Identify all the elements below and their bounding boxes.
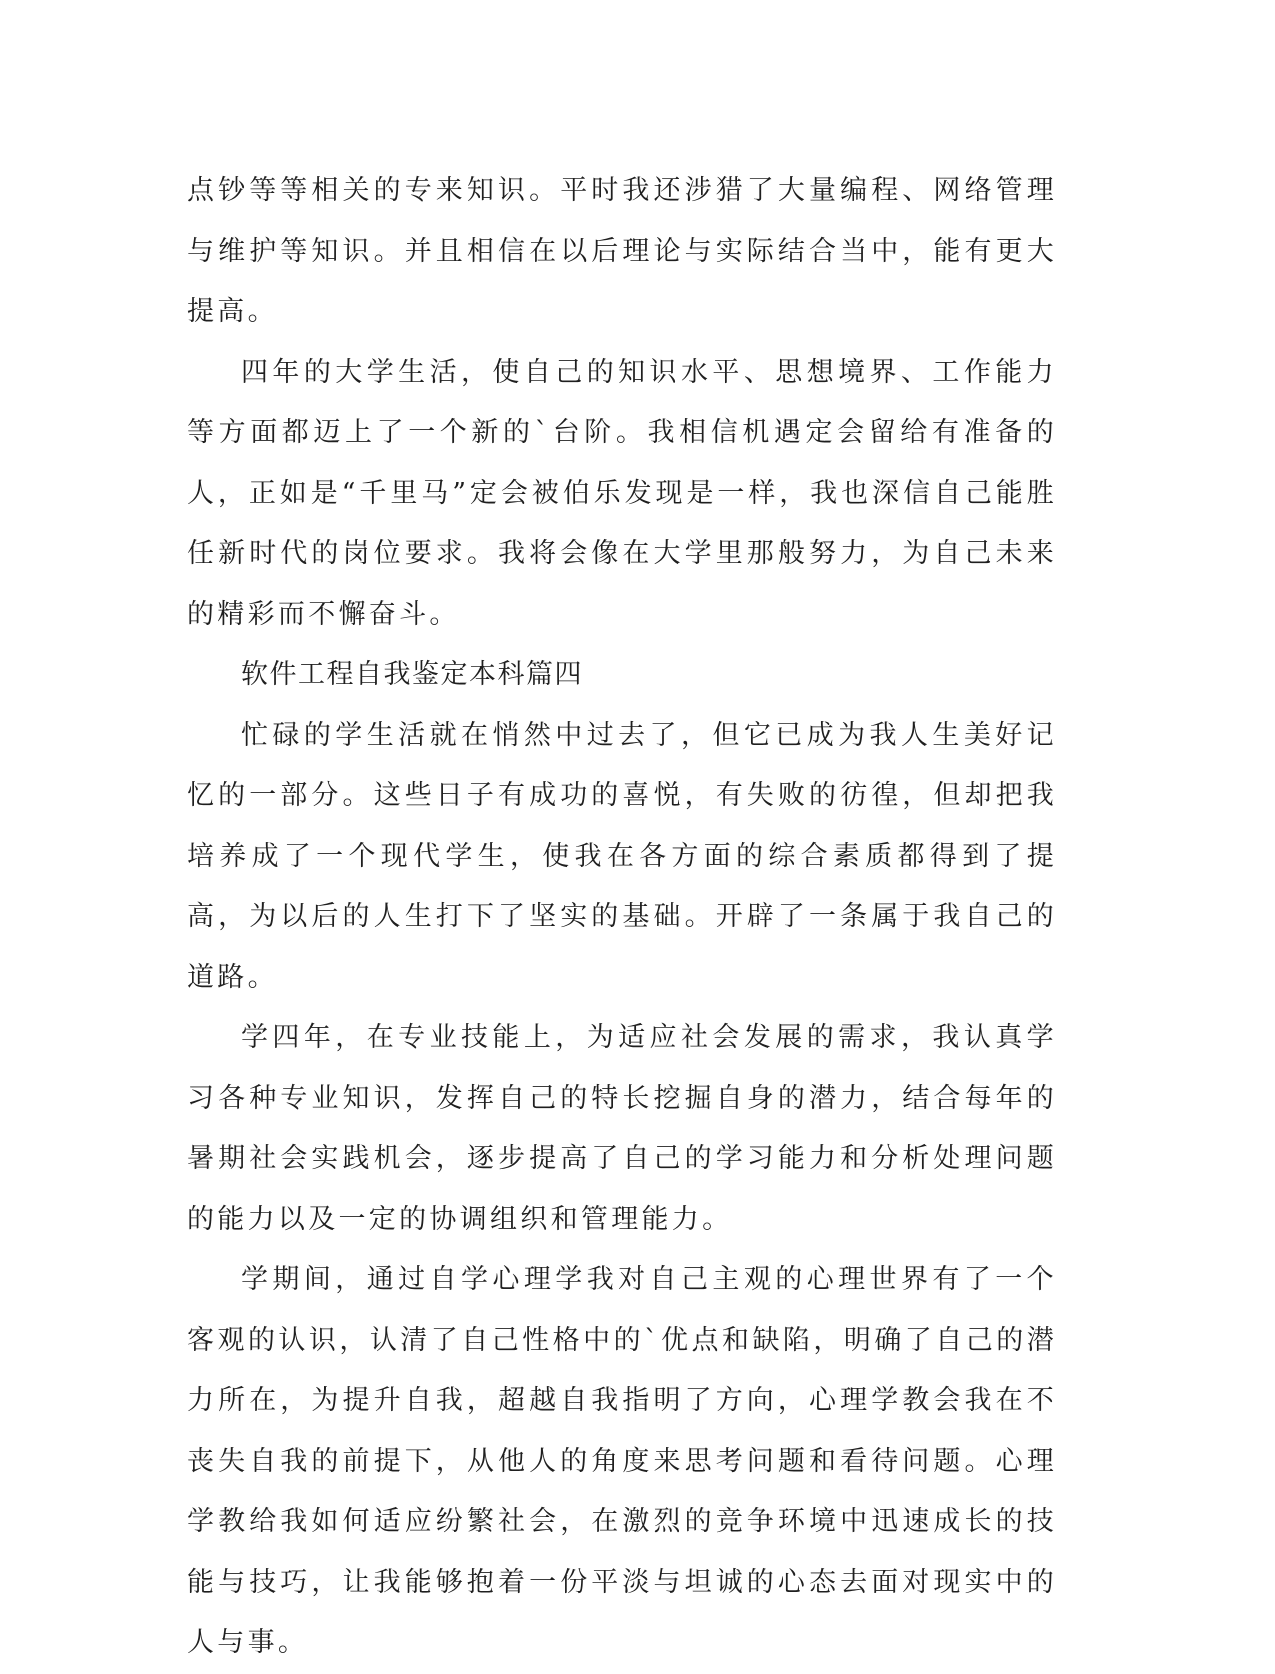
paragraph-four-years-growth: 四年的大学生活，使自己的知识水平、思想境界、工作能力等方面都迈上了一个新的`台阶。我相信机遇定会留给有准备的人，正如是“千里马”定会被伯乐发现是一样，我也深信自己能胜任新时代的岗位要求。我将会像在大学里那般努力，为自己未来的精彩而不懈奋斗。 xyxy=(187,356,1057,630)
paragraph-busy-student-life: 忙碌的学生活就在悄然中过去了，但它已成为我人生美好记忆的一部分。这些日子有成功的喜悦，有失败的彷徨，但却把我培养成了一个现代学生，使我在各方面的综合素质都得到了提高，为以后的人生打下了坚实的基础。开辟了一条属于我自己的道路。 xyxy=(187,719,1057,993)
paragraph-professional-skills: 学四年，在专业技能上，为适应社会发展的需求，我认真学习各种专业知识，发挥自己的特长挖掘自身的潜力，结合每年的暑期社会实践机会，逐步提高了自己的学习能力和分析处理问题的能力以及一定的协调组织和管理能力。 xyxy=(187,1022,1057,1235)
paragraph-continued-knowledge: 点钞等等相关的专来知识。平时我还涉猎了大量编程、网络管理与维护等知识。并且相信在以后理论与实际结合当中，能有更大提高。 xyxy=(187,175,1057,327)
section-title: 软件工程自我鉴定本科篇四 xyxy=(241,659,583,690)
paragraph-psychology-study: 学期间，通过自学心理学我对自己主观的心理世界有了一个客观的认识，认清了自己性格中的`优点和缺陷，明确了自己的潜力所在，为提升自我，超越自我指明了方向，心理学教会我在不丧失自我的前提下，从他人的角度来思考问题和看待问题。心理学教给我如何适应纷繁社会，在激烈的竞争环境中迅速成长的技能与技巧，让我能够抱着一份平淡与坦诚的心态去面对现实中的人与事。 xyxy=(187,1264,1057,1658)
document-body xyxy=(187,161,1057,1674)
